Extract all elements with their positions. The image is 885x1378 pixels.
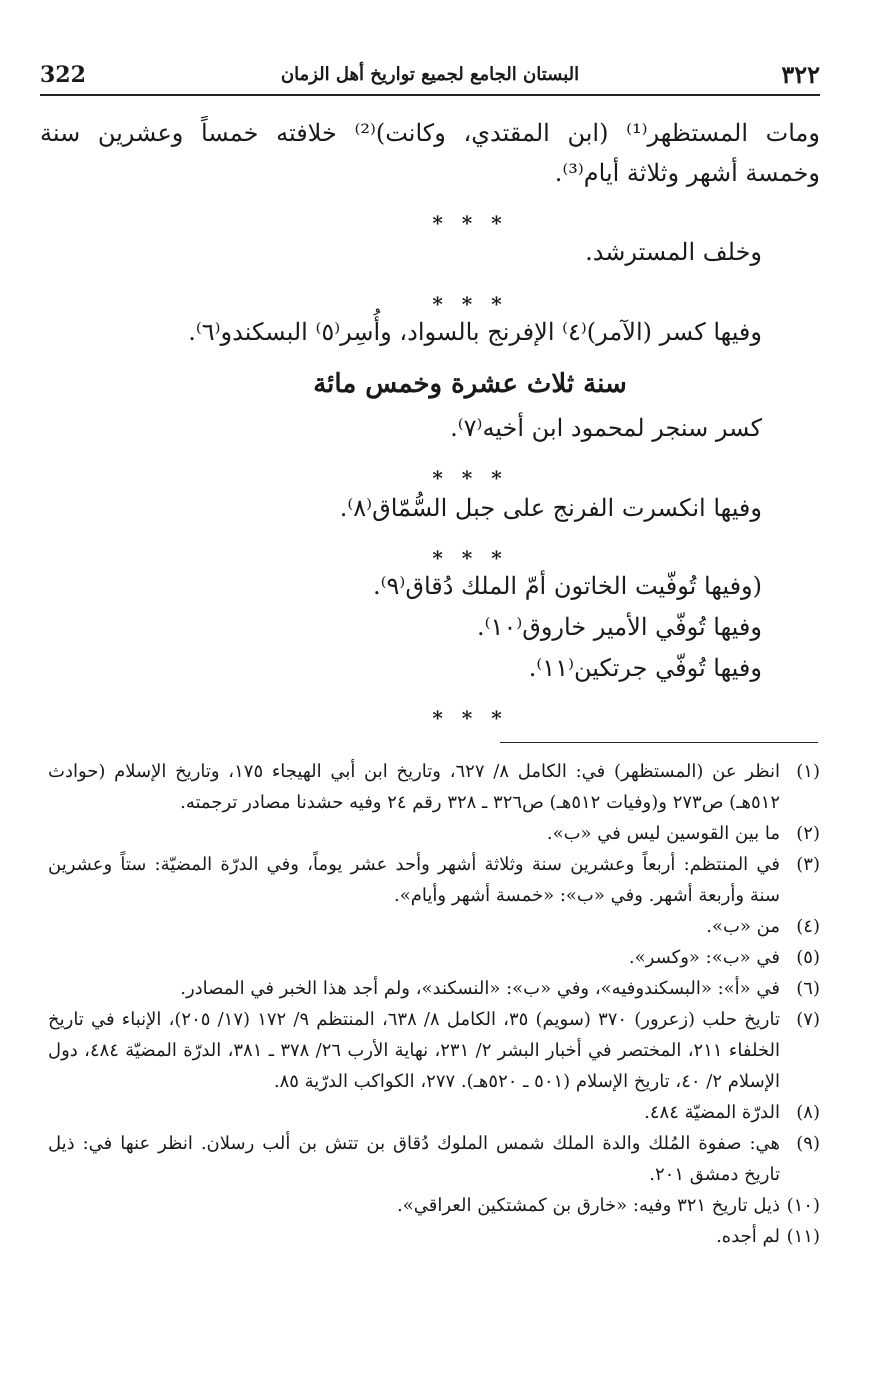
footnote-text: من «ب». (706, 916, 780, 937)
footnote-text: ما بين القوسين ليس في «ب». (546, 823, 780, 844)
footnote-text: في «ب»: «وكسر». (628, 947, 780, 968)
footnote (48, 1190, 820, 1221)
footnote-number: (٩) (796, 1133, 820, 1154)
footnote-text: في المنتظم: أربعاً وعشرين سنة وثلاثة أشهر وأحد عشر يوماً، وفي الدرّة المضيّة: ستاً وعشرين سنة وأربعة أشهر. وفي «ب»: «خمسة أشهر وأيام». (48, 854, 780, 906)
paragraph-1: ومات المستظهر⁽¹⁾ (ابن المقتدي، وكانت)⁽²⁾ خلافته خمساً وعشرين سنة وخمسة أشهر وثلاثة أيام⁽³⁾. (40, 119, 820, 187)
paragraph-7: وفيها تُوفّي الأمير خاروق⁽١٠⁾. (477, 613, 762, 641)
footnote-number: (٢) (796, 823, 820, 844)
paragraph-8: وفيها تُوفّي جرتكين⁽١١⁾. (528, 654, 762, 682)
paragraph-5: وفيها انكسرت الفرنج على جبل السُّمّاق⁽٨⁾. (339, 494, 762, 522)
footnote (48, 973, 820, 1004)
footnote-number: (٥) (796, 947, 820, 968)
separator-stars: * * * (432, 211, 508, 235)
footnote-text: في «أ»: «البسكندوفيه»، وفي «ب»: «النسكند»، ولم أجد هذا الخبر في المصادر. (180, 978, 780, 999)
footnote-number: (١) (796, 761, 820, 782)
main-text (40, 0, 820, 740)
footnote-text: ذيل تاريخ ٣٢١ وفيه: «خارق بن كمشتكين العراقي». (397, 1195, 780, 1216)
footnote (48, 942, 820, 973)
separator-stars: * * * (432, 546, 508, 570)
page-number-arabic: ٣٢٢ (781, 60, 820, 89)
footnote-number: (٧) (796, 1009, 820, 1030)
footnote-text: لم أجده. (716, 1226, 780, 1247)
page-number-latin: 322 (40, 62, 86, 88)
footnote-number: (١٠) (786, 1195, 820, 1216)
footnote-text: هي: صفوة المُلك والدة الملك شمس الملوك دُقاق بن تتش بن ألب رسلان. انظر عنها في: ذيل تاريخ دمشق ٢٠١. (48, 1133, 780, 1185)
footnote-text: انظر عن (المستظهر) في: الكامل ٨/ ٦٢٧، وتاريخ ابن أبي الهيجاء ١٧٥، وتاريخ الإسلام (حوادث ٥١٢هـ) ص٢٧٣ و(وفيات ٥١٢هـ) ص٣٢٦ ـ ٣٢٨ رقم ٢٤ وفيه حشدنا مصادر ترجمته. (48, 761, 780, 813)
separator-stars: * * * (432, 466, 508, 490)
running-title: البستان الجامع لجميع تواريخ أهل الزمان (280, 64, 580, 85)
footnote (48, 1221, 820, 1252)
footnote-text: تاريخ حلب (زعرور) ٣٧٠ (سويم) ٣٥، الكامل ٨/ ٦٣٨، المنتظم ٩/ ١٧٢ (١٧/ ٢٠٥)، الإنباء في تاريخ الخلفاء ٢١١، المختصر في أخبار البشر ٢/ ٢٣١، نهاية الأرب ٢٦/ ٣٧٨ ـ ٣٨١، الدرّة المضيّة ٤٨٤، دول الإسلام ٢/ ٤٠، تاريخ الإسلام (٥٠١ ـ ٥٢٠هـ). ٢٧٧، الكواكب الدرّية ٨٥. (48, 1009, 781, 1092)
footnote-number: (٦) (796, 978, 820, 999)
footnote-divider (500, 742, 818, 743)
footnote (48, 1004, 820, 1097)
footnote-number: (٣) (796, 854, 820, 875)
paragraph-3: وفيها كسر (الآمر)⁽٤⁾ الإفرنج بالسواد، وأُسِر⁽٥⁾ البسكندو⁽٦⁾. (188, 318, 762, 346)
footnote (48, 756, 820, 818)
footnote (48, 911, 820, 942)
paragraph-6: (وفيها تُوفّيت الخاتون أمّ الملك دُقاق⁽٩⁾. (373, 572, 762, 600)
paragraph-2: وخلف المسترشد. (585, 238, 762, 266)
separator-stars: * * * (432, 292, 508, 316)
separator-stars: * * * (432, 706, 508, 730)
footnote-number: (١١) (786, 1226, 820, 1247)
footnote-text: الدرّة المضيّة ٤٨٤. (644, 1102, 780, 1123)
footnote (48, 1097, 820, 1128)
footnote-number: (٨) (796, 1102, 820, 1123)
footnote (48, 1128, 820, 1190)
year-heading: سنة ثلاث عشرة وخمس مائة (313, 369, 627, 399)
paragraph-4: كسر سنجر لمحمود ابن أخيه⁽٧⁾. (450, 414, 762, 442)
footnotes (48, 756, 820, 1252)
footnote-number: (٤) (796, 916, 820, 937)
footnote (48, 849, 820, 911)
footnote (48, 818, 820, 849)
